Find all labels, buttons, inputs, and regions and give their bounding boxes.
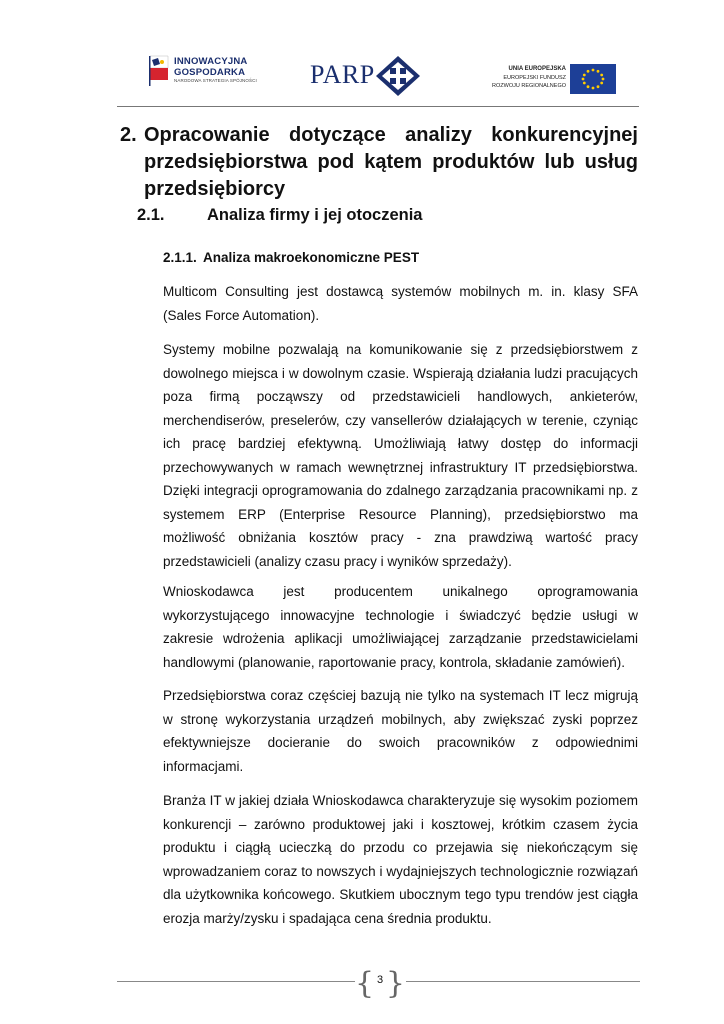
parp-logo — [310, 56, 422, 96]
eu-line-3: ROZWOJU REGIONALNEGO — [492, 83, 566, 89]
parp-diamond-icon — [376, 56, 420, 96]
heading-2 — [137, 206, 423, 225]
heading-1-text: Opracowanie dotyczące analizy konkurencyjnej przedsiębiorstwa pod kątem produktów lub usług przedsiębiorcy — [144, 124, 638, 200]
logo-line-2: GOSPODARKA — [174, 67, 246, 78]
page-number: 3 — [376, 974, 384, 986]
flag-icon — [148, 54, 170, 88]
logo-line-1: INNOWACYJNA — [174, 56, 248, 67]
parp-wordmark: PARP — [310, 60, 375, 89]
heading-3-number: 2.1.1. — [163, 250, 197, 265]
eu-line-1: UNIA EUROPEJSKA — [508, 66, 566, 72]
paragraph: Multicom Consulting jest dostawcą systemów mobilnych m. in. klasy SFA (Sales Force Automation). — [163, 284, 638, 323]
logo-tagline: NARODOWA STRATEGIA SPÓJNOŚCI — [174, 78, 257, 83]
eu-line-2: EUROPEJSKI FUNDUSZ — [503, 75, 566, 81]
paragraph: Systemy mobilne pozwalają na komunikowanie się z przedsiębiorstwem z dowolnego miejsca i w dowolnym czasie. Wspierają działania ludzi pracujących poza firmą począwszy od przedstawicieli handlowych, ankieterów, merchendiserów, preselerów, czy vansellerów działających w terenie, czyniąc ich pracę bardziej efektywną. Umożliwiają łatwy dostęp do informacji przechowywanych w ramach wewnętrznej infrastruktury IT przedsiębiorstwa. Dzięki integracji oprogramowania do zdalnego zarządzania pracownikami np. z systemem ERP (Enterprise Resource Planning), przedsiębiorstwo ma możliwość obniżania kosztów pracy - zna prawdziwą wartość pracy przedstawicieli (analizy czasu pracy i wyników sprzedaży). — [163, 342, 638, 569]
heading-3 — [163, 250, 420, 265]
page-number-box — [355, 966, 405, 1001]
heading-2-number: 2.1. — [137, 206, 165, 224]
paragraph: Wnioskodawca jest producentem unikalnego oprogramowania wykorzystującego innowacyjne technologie i świadczyć będzie usługi w zakresie wdrożenia aplikacji umożliwiającej zarządzanie przedstawicielami handlowymi (planowanie, raportowanie pracy, kontrola, składanie zamówień). — [163, 584, 638, 670]
paragraph: Przedsiębiorstwa coraz częściej bazują nie tylko na systemach IT lecz migrują w stronę wykorzystania urządzeń mobilnych, aby zwiększać zyski poprzez efektywniejsze docieranie do swoich pracowników z odpowiednimi informacjami. — [163, 688, 638, 774]
paragraph: Branża IT w jakiej działa Wnioskodawca charakteryzuje się wysokim poziomem konkurencji – zarówno produktowej jaki i kosztowej, krótkim czasem życia produktu i ciągłą ucieczką do przodu co przejawia się niekończącym się wprowadzaniem coraz to nowszych i wydajniejszych technologicznie rozwiązań dla użytkownika końcowego. Skutkiem ubocznym tego typu trendów jest ciągła erozja marży/zysku i spadająca cena średnia produktu. — [163, 793, 638, 926]
page-header — [0, 0, 724, 108]
innowacyjna-gospodarka-logo — [148, 52, 258, 94]
header-divider — [117, 106, 639, 107]
heading-2-text: Analiza firmy i jej otoczenia — [207, 206, 423, 224]
eu-logo — [490, 64, 618, 96]
footer-divider-left — [117, 981, 355, 982]
footer-divider-right — [406, 981, 640, 982]
eu-flag-icon — [570, 64, 616, 94]
right-brace-icon: } — [385, 966, 405, 1001]
left-brace-icon: { — [355, 966, 375, 1001]
heading-1-number: 2. — [120, 124, 137, 146]
heading-3-text: Analiza makroekonomiczne PEST — [203, 250, 420, 265]
